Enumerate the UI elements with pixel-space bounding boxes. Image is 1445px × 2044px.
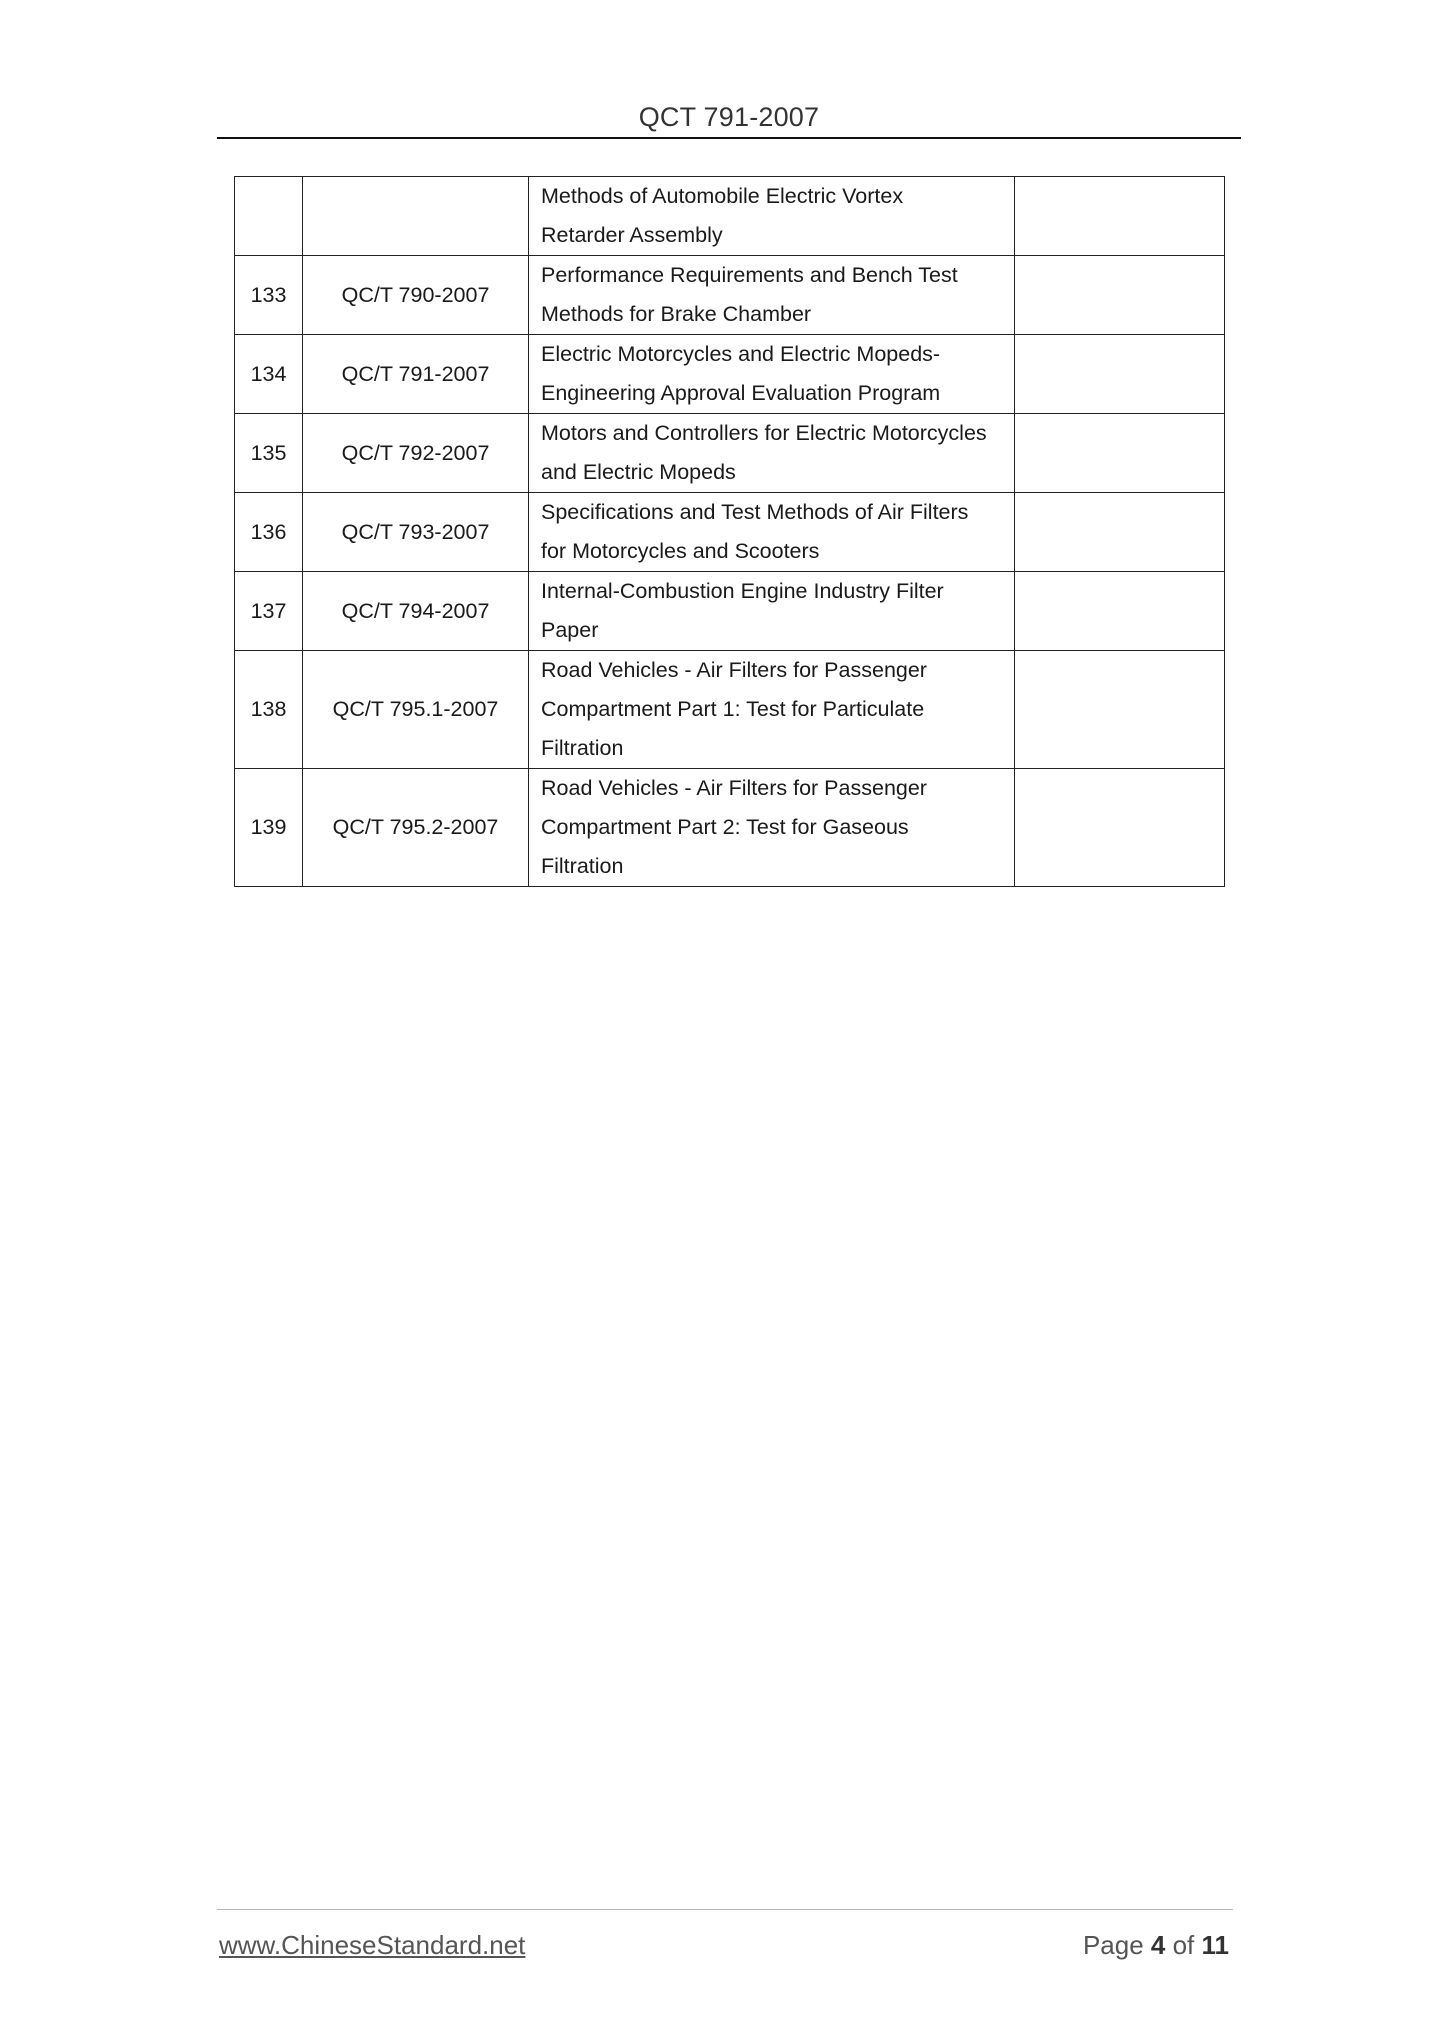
standard-title-line: for Motorcycles and Scooters <box>541 539 820 563</box>
standard-title-line: Filtration <box>541 736 624 760</box>
row-number: 135 <box>235 414 303 493</box>
table-row <box>235 256 1225 335</box>
row-number: 136 <box>235 493 303 572</box>
standards-table-body <box>235 177 1225 887</box>
standard-title <box>529 572 1015 651</box>
standard-code: QC/T 792-2007 <box>303 414 529 493</box>
remark-cell <box>1015 256 1225 335</box>
standard-title-line: Engineering Approval Evaluation Program <box>541 381 941 405</box>
website-link[interactable]: www.ChineseStandard.net <box>219 1930 526 1960</box>
standards-table <box>234 176 1225 887</box>
standard-title-line: Performance Requirements and Bench Test <box>541 263 958 287</box>
standard-title-line: Specifications and Test Methods of Air Filters <box>541 500 969 524</box>
row-number: 138 <box>235 651 303 769</box>
table-row <box>235 177 1225 256</box>
standard-code: QC/T 794-2007 <box>303 572 529 651</box>
standard-title-line: Compartment Part 1: Test for Particulate <box>541 697 925 721</box>
table-row <box>235 493 1225 572</box>
remark-cell <box>1015 651 1225 769</box>
standard-title-line: Internal-Combustion Engine Industry Filter <box>541 579 944 603</box>
standard-title-line: Road Vehicles - Air Filters for Passenger <box>541 658 927 682</box>
table-row <box>235 335 1225 414</box>
table-row <box>235 651 1225 769</box>
standard-title <box>529 414 1015 493</box>
standard-title-line: Motors and Controllers for Electric Motorcycles <box>541 421 987 445</box>
table-row <box>235 572 1225 651</box>
standard-title-line: Paper <box>541 618 599 642</box>
remark-cell <box>1015 493 1225 572</box>
standard-title <box>529 769 1015 887</box>
remark-cell <box>1015 335 1225 414</box>
page-number <box>1083 1930 1229 1961</box>
standard-title-line: Compartment Part 2: Test for Gaseous <box>541 815 909 839</box>
standard-title-line: Methods of Automobile Electric Vortex <box>541 184 904 208</box>
standard-title <box>529 335 1015 414</box>
page-prefix: Page <box>1082 1930 1151 1960</box>
remark-cell <box>1015 769 1225 887</box>
standard-code: QC/T 795.1-2007 <box>303 651 529 769</box>
standard-title-line: Retarder Assembly <box>541 223 723 247</box>
row-number: 133 <box>235 256 303 335</box>
row-number: 139 <box>235 769 303 887</box>
page-total: 11 <box>1201 1930 1229 1960</box>
row-number: 137 <box>235 572 303 651</box>
remark-cell <box>1015 572 1225 651</box>
standard-title <box>529 256 1015 335</box>
standard-title <box>529 651 1015 769</box>
standard-code: QC/T 790-2007 <box>303 256 529 335</box>
remark-cell <box>1015 177 1225 256</box>
standard-title-line: and Electric Mopeds <box>541 460 736 484</box>
row-number <box>235 177 303 256</box>
standard-code <box>303 177 529 256</box>
standard-title <box>529 493 1015 572</box>
standard-code: QC/T 791-2007 <box>303 335 529 414</box>
page-of: of <box>1165 1930 1202 1960</box>
header-divider <box>217 137 1241 139</box>
standard-code: QC/T 795.2-2007 <box>303 769 529 887</box>
standard-title-line: Methods for Brake Chamber <box>541 302 812 326</box>
standard-code: QC/T 793-2007 <box>303 493 529 572</box>
page-header-title: QCT 791-2007 <box>638 102 820 132</box>
table-row <box>235 769 1225 887</box>
row-number: 134 <box>235 335 303 414</box>
standard-title-line: Road Vehicles - Air Filters for Passenger <box>541 776 927 800</box>
remark-cell <box>1015 414 1225 493</box>
footer-divider <box>217 1909 1233 1910</box>
standard-title <box>529 177 1015 256</box>
page-current: 4 <box>1150 1930 1166 1960</box>
table-row <box>235 414 1225 493</box>
standard-title-line: Electric Motorcycles and Electric Mopeds- <box>541 342 941 366</box>
standard-title-line: Filtration <box>541 854 624 878</box>
